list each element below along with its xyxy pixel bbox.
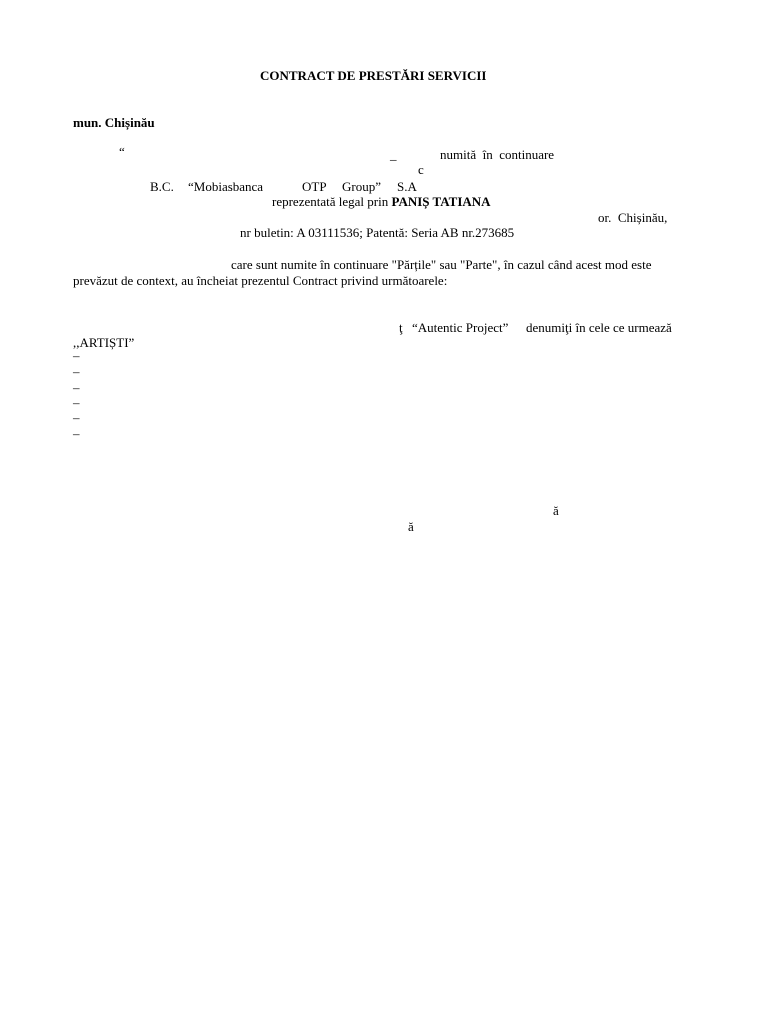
letter-c: c: [418, 162, 424, 177]
city-or: or. Chișinău,: [598, 210, 668, 225]
bank-sa: S.A: [397, 179, 417, 194]
document-title: CONTRACT DE PRESTĂRI SERVICII: [260, 68, 487, 83]
named-continuation: numită în continuare: [440, 147, 555, 162]
dash-item: –: [73, 348, 80, 363]
stray-a-1: ă: [553, 503, 559, 518]
bank-bc: B.C.: [150, 179, 174, 194]
parties-line-1: care sunt numite în continuare "Părțile" sau "Parte", în cazul când acest mod este: [231, 257, 652, 272]
artist-project: “Autentic Project”: [412, 320, 509, 335]
artist-named: denumiţi în cele ce urmează: [526, 320, 672, 335]
id-details: nr buletin: A 03111536; Patentă: Seria AB nr.273685: [240, 225, 515, 240]
dash-item: –: [73, 395, 80, 410]
dash-item: –: [73, 426, 80, 441]
bank-name: “Mobiasbanca: [188, 179, 264, 194]
artist-t: ţ: [399, 320, 403, 335]
intro-dash: _: [390, 147, 397, 162]
intro-quote: “: [119, 144, 125, 159]
city-label: mun. Chișinău: [73, 115, 155, 130]
dash-item: –: [73, 364, 80, 379]
representative-name: PANIȘ TATIANA: [391, 194, 491, 209]
bank-group: Group”: [342, 179, 381, 194]
represented-by-label: reprezentată legal prin: [272, 194, 389, 209]
artists-label: ,,ARTIȘTI”: [73, 335, 135, 350]
represented-by: [272, 194, 491, 210]
stray-a-2: ă: [408, 519, 414, 534]
dash-item: –: [73, 410, 80, 425]
dash-item: –: [73, 380, 80, 395]
bank-otp: OTP: [302, 179, 327, 194]
parties-line-2: prevăzut de context, au încheiat prezentul Contract privind următoarele:: [73, 273, 448, 288]
